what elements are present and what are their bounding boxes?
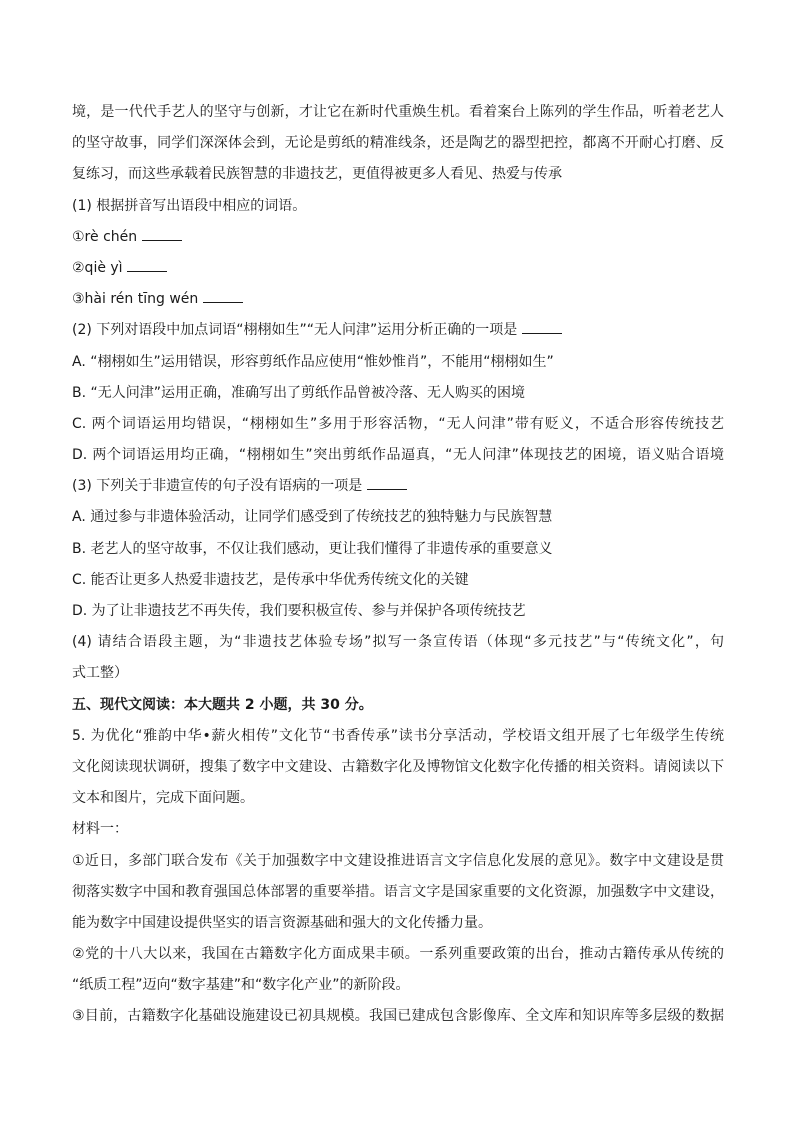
material-paragraph-line: 彻落实数字中国和教育强国总体部署的重要举措。语言文字是国家重要的文化资源，加强数字中文建设， <box>72 883 724 900</box>
question-2-stem <box>72 319 724 341</box>
question-5-intro: 5. 为优化“雅韵中华•薪火相传”文化节“书香传承”读书分享活动，学校语文组开展了七年级学生传统 <box>72 727 724 744</box>
question-text: (3) 下列关于非遗宣传的句子没有语病的一项是 <box>72 478 367 495</box>
material-paragraph-line: ①近日，多部门联合发布《关于加强数字中文建设推进语言文字信息化发展的意见》。数字中文建设是贯 <box>72 852 724 869</box>
section-heading: 五、现代文阅读：本大题共 2 小题，共 30 分。 <box>72 696 373 713</box>
answer-blank[interactable] <box>142 226 182 241</box>
question-2-option-a: A. “栩栩如生”运用错误，形容剪纸作品应使用“惟妙惟肖”，不能用“栩栩如生” <box>72 353 554 370</box>
material-paragraph-line: “纸质工程”迈向“数字基建”和“数字化产业”的新阶段。 <box>72 977 410 994</box>
answer-blank[interactable] <box>127 257 167 272</box>
question-text: (2) 下列对语段中加点词语“栩栩如生”“无人问津”运用分析正确的一项是 <box>72 322 522 339</box>
question-3-option-a: A. 通过参与非遗体验活动，让同学们感受到了传统技艺的独特魅力与民族智慧 <box>72 509 553 526</box>
question-4-stem: (4) 请结合语段主题，为“非遗技艺体验专场”拟写一条宣传语（体现“多元技艺”与“传统文化”，句 <box>72 634 724 651</box>
question-5-intro: 文化阅读现状调研，搜集了数字中文建设、古籍数字化及博物馆文化数字化传播的相关资料。请阅读以下 <box>72 758 724 775</box>
question-3-option-c: C. 能否让更多人热爱非遗技艺，是传承中华优秀传统文化的关键 <box>72 571 469 588</box>
question-2-option-c: C. 两个词语运用均错误，“栩栩如生”多用于形容活物，“无人问津”带有贬义，不适合形容传统技艺 <box>72 415 724 432</box>
material-paragraph-line: ③目前，古籍数字化基础设施建设已初具规模。我国已建成包含影像库、全文库和知识库等多层级的数据 <box>72 1008 724 1025</box>
document-page <box>72 101 724 1037</box>
question-2-option-b: B. “无人问津”运用正确，准确写出了剪纸作品曾被冷落、无人购买的困境 <box>72 384 526 401</box>
material-paragraph-line: ②党的十八大以来，我国在古籍数字化方面成果丰硕。一系列重要政策的出台，推动古籍传承从传统的 <box>72 946 724 963</box>
pinyin-item: ③hài rén tīng wén <box>72 291 203 308</box>
question-1-item <box>72 226 724 248</box>
question-4-stem-cont: 式工整） <box>72 665 128 682</box>
passage-line: 境，是一代代手艺人的坚守与创新，才让它在新时代重焕生机。看着案台上陈列的学生作品，听着老艺人 <box>72 104 724 120</box>
passage-line: 复练习，而这些承载着民族智慧的非遗技艺，更值得被更多人看见、热爱与传承 <box>72 166 562 183</box>
answer-blank[interactable] <box>203 288 243 303</box>
pinyin-item: ①rè chén <box>72 228 142 245</box>
question-3-stem <box>72 475 724 497</box>
question-1-stem: (1) 根据拼音写出语段中相应的词语。 <box>72 197 307 214</box>
pinyin-item: ②qiè yì <box>72 259 128 276</box>
question-1-item <box>72 288 724 310</box>
material-paragraph-line: 能为数字中国建设提供坚实的语言资源基础和强大的文化传播力量。 <box>72 914 492 931</box>
question-2-option-d: D. 两个词语运用均正确，“栩栩如生”突出剪纸作品逼真，“无人问津”体现技艺的困境，语义贴合语境 <box>72 447 724 464</box>
material-title: 材料一： <box>72 821 128 838</box>
question-3-option-b: B. 老艺人的坚守故事，不仅让我们感动，更让我们懂得了非遗传承的重要意义 <box>72 540 553 557</box>
question-3-option-d: D. 为了让非遗技艺不再失传，我们要积极宣传、参与并保护各项传统技艺 <box>72 603 526 619</box>
answer-blank[interactable] <box>522 319 562 334</box>
passage-line: 的坚守故事，同学们深深体会到，无论是剪纸的精准线条，还是陶艺的器型把控，都离不开耐心打磨、反 <box>72 135 724 152</box>
question-1-item <box>72 257 724 279</box>
question-5-intro: 文本和图片，完成下面问题。 <box>72 790 254 807</box>
answer-blank[interactable] <box>367 475 407 490</box>
